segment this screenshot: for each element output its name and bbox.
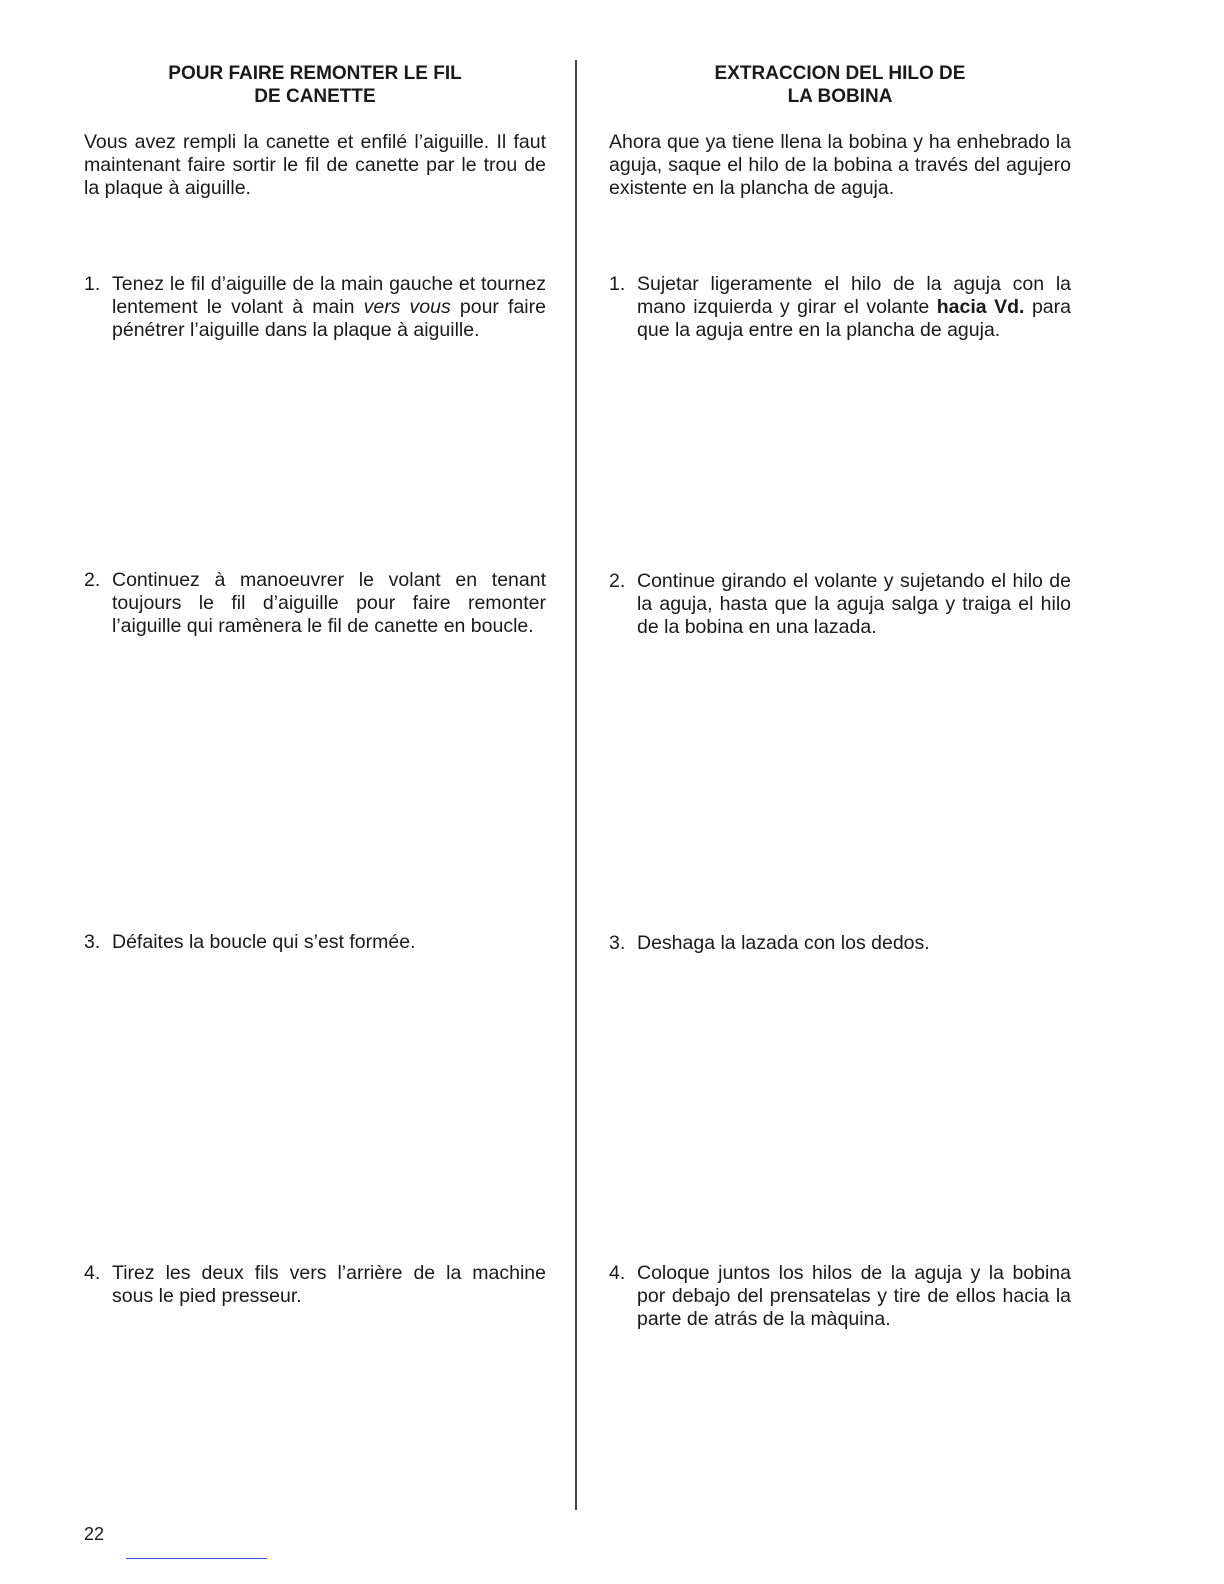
step-number: 1. (84, 273, 101, 295)
spanish-step-1 (609, 273, 1071, 342)
step-text: Continue girando el volante y sujetando el hilo de la aguja, hasta que la aguja salga y traiga el hilo de la bobina en una lazada. (637, 570, 1071, 638)
spanish-title-line2: LA BOBINA (787, 86, 893, 107)
step-number: 2. (84, 569, 101, 591)
spanish-step-3 (609, 932, 1071, 955)
step-text: Coloque juntos los hilos de la aguja y la bobina por debajo del prensatelas y tire de ellos hacia la parte de atrás de la màquina. (637, 1262, 1071, 1330)
french-step-2 (84, 569, 546, 638)
step-emphasis: vers vous (363, 296, 451, 318)
french-title (84, 62, 546, 108)
spanish-intro: Ahora que ya tiene llena la bobina y ha enhebrado la aguja, saque el hilo de la bobina a través del agujero existente en la plancha de aguja. (609, 131, 1071, 199)
step-number: 3. (609, 932, 626, 954)
step-text: Défaites la boucle qui s’est formée. (112, 931, 416, 953)
french-title-line1: POUR FAIRE REMONTER LE FIL (168, 63, 462, 84)
spanish-title (609, 62, 1071, 108)
spanish-title-line1: EXTRACCION DEL HILO DE (714, 63, 966, 84)
french-step-1 (84, 273, 546, 342)
step-number: 4. (84, 1262, 101, 1284)
column-divider (575, 60, 577, 1510)
french-column (84, 0, 546, 1584)
french-step-3 (84, 931, 546, 954)
spanish-step-2 (609, 570, 1071, 639)
step-emphasis: hacia Vd. (936, 296, 1025, 318)
spanish-step-4 (609, 1262, 1071, 1331)
step-text: Tirez les deux fils vers l’arrière de la machine sous le pied presseur. (112, 1262, 546, 1307)
step-text: Deshaga la lazada con los dedos. (637, 932, 930, 954)
french-step-4 (84, 1262, 546, 1308)
step-number: 3. (84, 931, 101, 953)
step-text: Continuez à manoeuvrer le volant en tenant toujours le fil d’aiguille pour faire remonter l’aiguille qui ramènera le fil de canette en boucle. (112, 569, 546, 637)
step-text: Tenez le fil d’aiguille de la main gauche et tournez lentement le volant à main vers vous pour faire pénétrer l’aiguille dans la plaque à aiguille. (112, 273, 546, 341)
page-number: 22 (84, 1524, 105, 1544)
french-title-line2: DE CANETTE (254, 86, 376, 107)
french-intro: Vous avez rempli la canette et enfilé l’aiguille. Il faut maintenant faire sortir le fil de canette par le trou de la plaque à aiguille. (84, 131, 546, 199)
bottom-rule (126, 1558, 267, 1559)
step-number: 2. (609, 570, 626, 592)
step-number: 1. (609, 273, 626, 295)
step-text: Sujetar ligeramente el hilo de la aguja con la mano izquierda y girar el volante hacia Vd. para que la aguja entre en la plancha de aguja. (637, 273, 1071, 341)
spanish-column (609, 0, 1071, 1584)
step-number: 4. (609, 1262, 626, 1284)
